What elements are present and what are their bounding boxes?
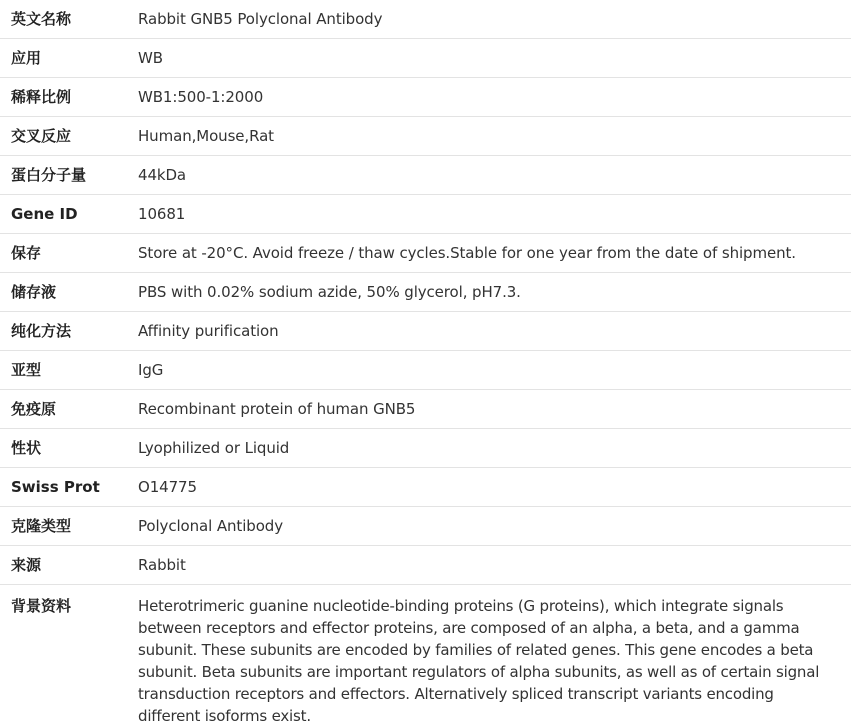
row-label: 保存	[0, 234, 127, 273]
row-value: WB1:500-1:2000	[127, 78, 851, 117]
row-label: 亚型	[0, 351, 127, 390]
row-molecular-weight	[0, 156, 851, 195]
row-value: Rabbit GNB5 Polyclonal Antibody	[127, 0, 851, 39]
row-value: PBS with 0.02% sodium azide, 50% glycerol, pH7.3.	[127, 273, 851, 312]
row-value: Heterotrimeric guanine nucleotide-binding proteins (G proteins), which integrate signals between receptors and effector proteins, are composed of an alpha, a beta, and a gamma subunit. These subunits are encoded by families of related genes. This gene encodes a beta subunit. Beta subunits are important regulators of alpha subunits, as well as of certain signal transduction receptors and effectors. Alternatively spliced transcript variants encoding different isoforms exist.	[138, 597, 820, 725]
row-label: 应用	[0, 39, 127, 78]
row-isotype	[0, 351, 851, 390]
row-label: 来源	[0, 546, 127, 585]
row-gene-id	[0, 195, 851, 234]
row-value: Polyclonal Antibody	[127, 507, 851, 546]
row-value: WB	[127, 39, 851, 78]
row-label: 稀释比例	[0, 78, 127, 117]
row-swiss-prot	[0, 468, 851, 507]
row-label: 性状	[0, 429, 127, 468]
row-value: Rabbit	[127, 546, 851, 585]
row-value: O14775	[127, 468, 851, 507]
row-value: Lyophilized or Liquid	[127, 429, 851, 468]
row-host	[0, 546, 851, 585]
row-value: 44kDa	[127, 156, 851, 195]
row-value: IgG	[127, 351, 851, 390]
row-label: Swiss Prot	[0, 468, 127, 507]
row-english-name	[0, 0, 851, 39]
row-value: Recombinant protein of human GNB5	[127, 390, 851, 429]
row-label: 储存液	[0, 273, 127, 312]
row-value: 10681	[127, 195, 851, 234]
row-label: 克隆类型	[0, 507, 127, 546]
row-label: 蛋白分子量	[0, 156, 127, 195]
row-label: Gene ID	[0, 195, 127, 234]
row-label: 交叉反应	[0, 117, 127, 156]
row-value: Affinity purification	[127, 312, 851, 351]
row-storage-buffer	[0, 273, 851, 312]
row-value: Human,Mouse,Rat	[127, 117, 851, 156]
row-background	[0, 585, 851, 727]
row-cross-reactivity	[0, 117, 851, 156]
row-label: 纯化方法	[0, 312, 127, 351]
row-storage	[0, 234, 851, 273]
row-label: 免疫原	[0, 390, 127, 429]
row-value: Store at -20°C. Avoid freeze / thaw cycles.Stable for one year from the date of shipment.	[127, 234, 851, 273]
row-form	[0, 429, 851, 468]
row-dilution	[0, 78, 851, 117]
row-label: 英文名称	[0, 0, 127, 39]
row-label: 背景资料	[11, 597, 72, 615]
row-clonality	[0, 507, 851, 546]
row-purification	[0, 312, 851, 351]
row-application	[0, 39, 851, 78]
row-immunogen	[0, 390, 851, 429]
